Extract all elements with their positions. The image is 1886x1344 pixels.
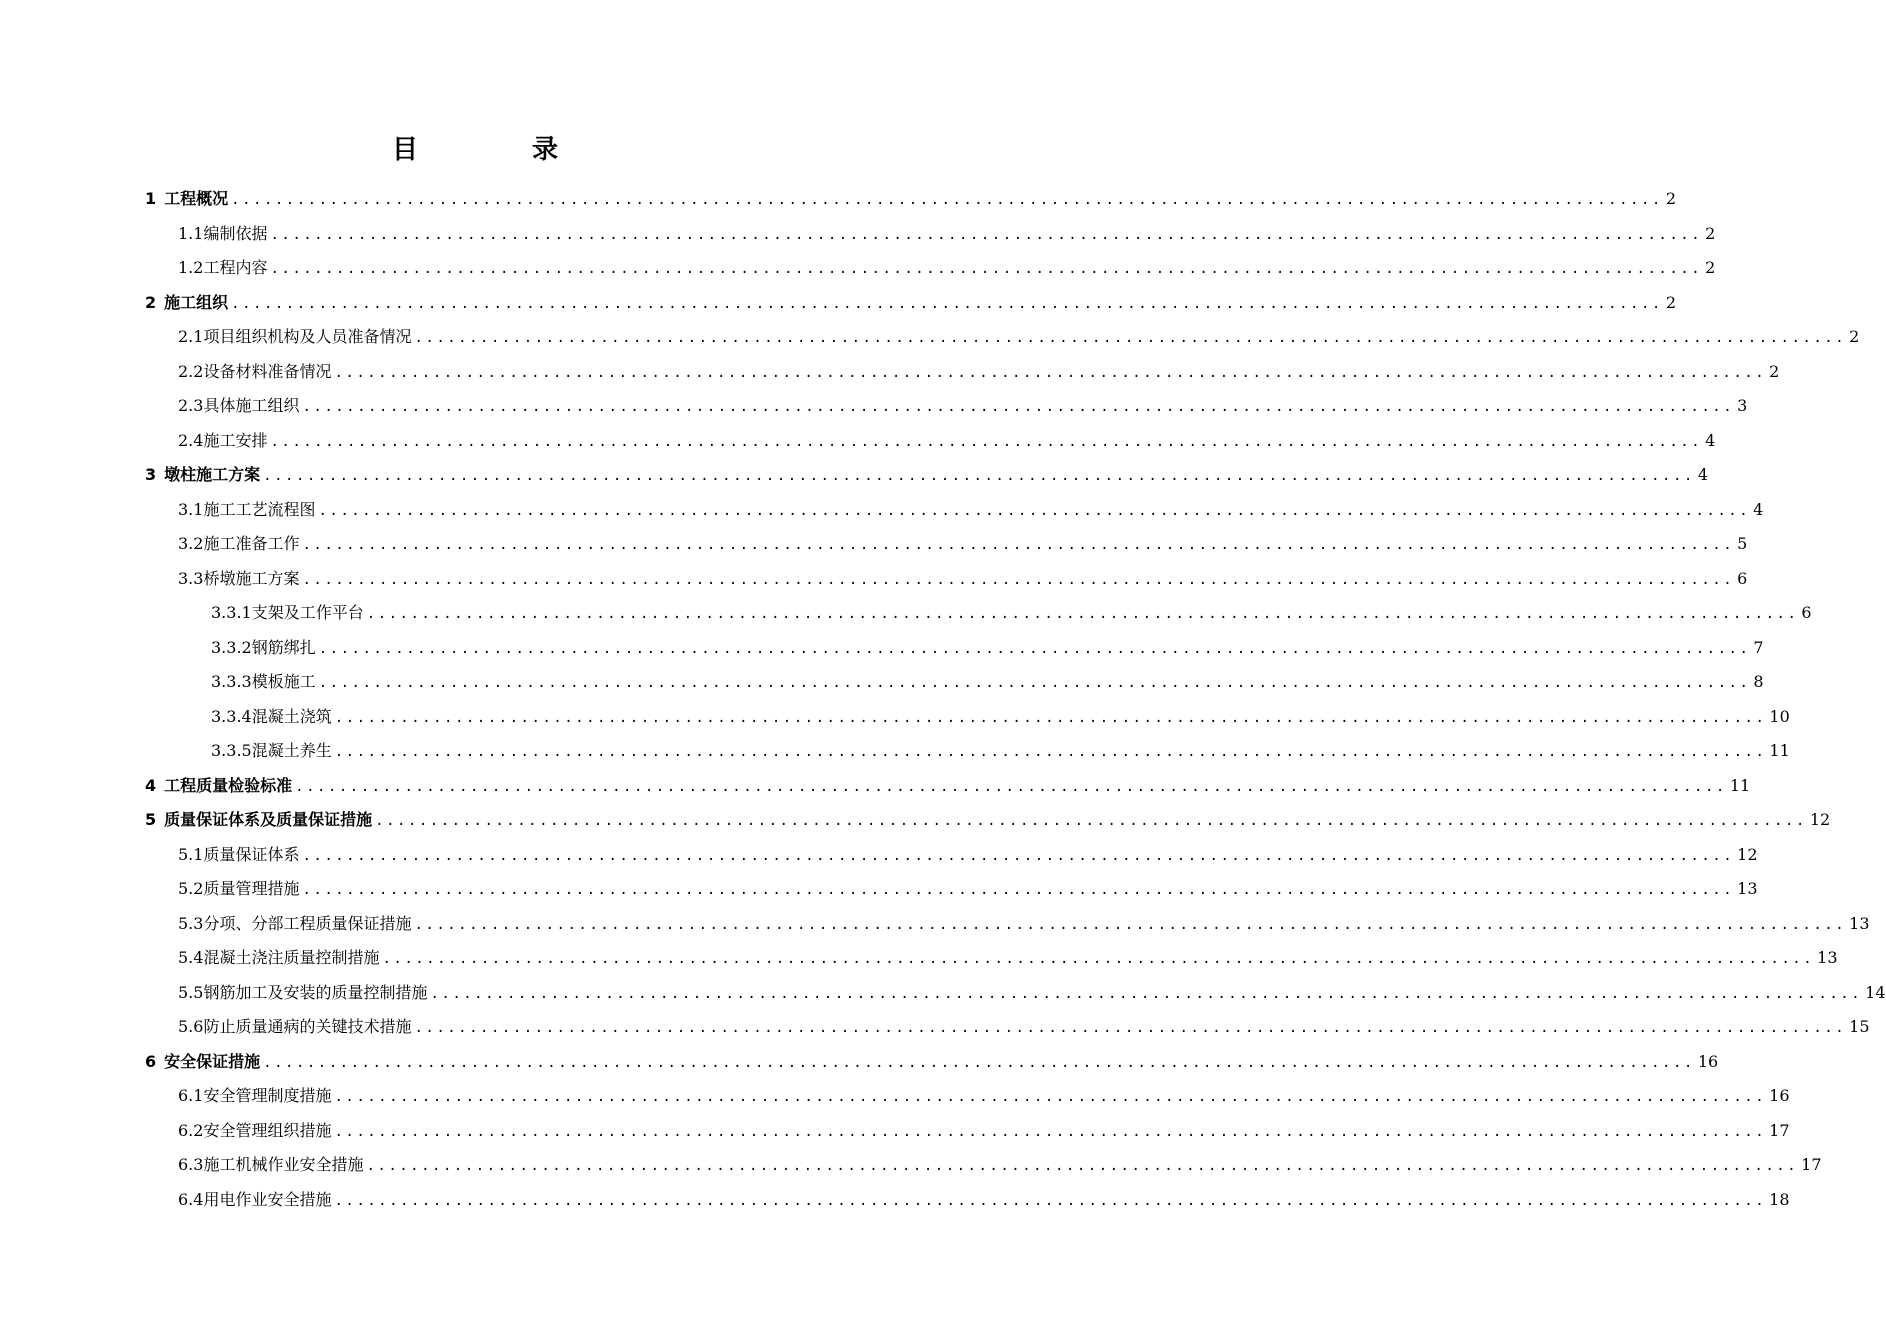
toc-entry[interactable] (211, 633, 1764, 663)
toc-entry-title: 用电作业安全措施 (203, 1189, 332, 1209)
toc-entry[interactable] (178, 1081, 1790, 1111)
toc-entry-number: 5.4 (178, 948, 204, 967)
toc-entry-page: 12 (1809, 810, 1831, 829)
toc-dot-leader: ................................................................................................................................... (302, 399, 1735, 415)
toc-entry-number: 3.3.2 (211, 637, 252, 657)
toc-entry-number: 6.4 (178, 1189, 204, 1209)
toc-entry-page: 16 (1697, 1051, 1719, 1071)
toc-entry-title: 安全管理组织措施 (203, 1120, 332, 1140)
toc-entry-title: 分项、分部工程质量保证措施 (203, 913, 412, 933)
toc-entry[interactable] (178, 874, 1758, 904)
toc-entry-title: 质量管理措施 (203, 879, 300, 898)
toc-dot-leader: ................................................................................................................................... (414, 916, 1847, 933)
toc-entry[interactable] (178, 426, 1716, 456)
toc-entry-title: 施工安排 (203, 430, 268, 450)
toc-entry-page: 2 (1705, 223, 1716, 243)
toc-dot-leader: ................................................................................................................................... (334, 709, 1767, 726)
toc-entry[interactable] (145, 288, 1677, 318)
toc-entry-page: 4 (1705, 430, 1716, 450)
toc-entry-title: 质量保证体系及质量保证措施 (164, 810, 373, 829)
toc-entry-title: 设备材料准备情况 (203, 361, 332, 381)
toc-entry-title: 工程质量检验标准 (164, 775, 293, 795)
toc-dot-leader: ................................................................................................................................... (366, 1158, 1799, 1174)
toc-entry[interactable] (145, 1047, 1719, 1077)
toc-entry-page: 8 (1753, 672, 1764, 691)
toc-entry-title: 编制依据 (203, 223, 268, 243)
toc-entry-number: 3.3.4 (211, 706, 252, 726)
toc-entry-number: 5 (145, 810, 157, 829)
toc-entry-number: 4 (145, 775, 157, 795)
toc-entry-page: 18 (1769, 1189, 1790, 1209)
toc-dot-leader: ................................................................................................................................... (231, 295, 1663, 312)
toc-dot-leader: ................................................................................................................................... (375, 813, 1807, 829)
toc-entry-page: 17 (1769, 1120, 1790, 1140)
toc-dot-leader: ................................................................................................................................... (334, 1192, 1767, 1209)
toc-dot-leader: ................................................................................................................................... (270, 226, 1703, 243)
toc-entry-title: 施工准备工作 (203, 534, 300, 553)
toc-dot-leader: ................................................................................................................................... (318, 502, 1751, 519)
toc-entry-number: 1 (145, 189, 157, 208)
toc-entry-page: 4 (1697, 465, 1709, 484)
toc-entry-number: 3.3.5 (211, 741, 252, 760)
toc-dot-leader: ................................................................................................................................... (263, 1054, 1695, 1071)
toc-dot-leader: ................................................................................................................................... (334, 744, 1767, 760)
toc-entry[interactable] (145, 771, 1751, 801)
toc-entry-number: 2.2 (178, 361, 204, 381)
toc-entry-page: 13 (1817, 948, 1838, 967)
toc-entry-number: 1.1 (178, 223, 204, 243)
toc-entry-title: 质量保证体系 (203, 844, 300, 864)
toc-entry-page: 12 (1737, 844, 1758, 864)
toc-entry-page: 4 (1753, 499, 1764, 519)
toc-entry-number: 3.1 (178, 499, 204, 519)
toc-entry-page: 6 (1801, 603, 1812, 622)
toc-entry[interactable] (178, 357, 1780, 387)
toc-entry-number: 3.2 (178, 534, 204, 553)
toc-entry-number: 1.2 (178, 258, 204, 277)
toc-entry[interactable] (178, 564, 1748, 594)
toc-entry-number: 2.3 (178, 396, 204, 415)
toc-dot-leader: ................................................................................................................................... (302, 537, 1735, 553)
toc-entry[interactable] (178, 253, 1716, 283)
toc-entry-title: 安全保证措施 (164, 1051, 261, 1071)
toc-dot-leader: ................................................................................................................................... (302, 847, 1735, 864)
toc-dot-leader: ................................................................................................................................... (414, 1020, 1847, 1036)
toc-entry-title: 钢筋加工及安装的质量控制措施 (203, 982, 428, 1002)
toc-entry[interactable] (211, 736, 1790, 766)
toc-entry-number: 3.3.1 (211, 603, 252, 622)
toc-entry[interactable] (145, 184, 1677, 214)
toc-dot-leader: ................................................................................................................................... (366, 606, 1799, 622)
toc-dot-leader: ................................................................................................................................... (270, 261, 1703, 277)
toc-entry-page: 2 (1665, 292, 1677, 312)
toc-entry[interactable] (178, 219, 1716, 249)
toc-entry-title: 墩柱施工方案 (164, 465, 261, 484)
toc-entry-page: 2 (1665, 189, 1677, 208)
toc-entry-title: 施工工艺流程图 (203, 499, 316, 519)
toc-entry[interactable] (178, 909, 1870, 939)
toc-entry[interactable] (178, 943, 1838, 973)
toc-entry-page: 6 (1737, 568, 1748, 588)
toc-entry[interactable] (145, 460, 1709, 490)
toc-entry-title: 工程内容 (203, 258, 268, 277)
toc-entry-title: 支架及工作平台 (251, 603, 364, 622)
toc-entry-page: 5 (1737, 534, 1748, 553)
toc-entry-page: 11 (1729, 775, 1751, 795)
toc-dot-leader: ................................................................................................................................... (318, 640, 1751, 657)
toc-entry[interactable] (178, 1150, 1822, 1180)
toc-entry-title: 工程概况 (164, 189, 229, 208)
toc-entry-number: 2.1 (178, 327, 204, 346)
toc-entry[interactable] (178, 1185, 1790, 1215)
toc-entry-page: 2 (1849, 327, 1860, 346)
toc-entry-page: 11 (1769, 741, 1790, 760)
toc-entry-title: 混凝土浇注质量控制措施 (203, 948, 380, 967)
toc-entry-title: 桥墩施工方案 (203, 568, 300, 588)
toc-entry-page: 2 (1705, 258, 1716, 277)
toc-entry-number: 2 (145, 292, 157, 312)
toc-dot-leader: ................................................................................................................................... (295, 778, 1727, 795)
toc-dot-leader: ................................................................................................................................... (382, 951, 1815, 967)
toc-dot-leader: ................................................................................................................................... (334, 1123, 1767, 1140)
toc-entry-title: 施工机械作业安全措施 (203, 1155, 364, 1174)
toc-entry-title: 具体施工组织 (203, 396, 300, 415)
toc-entry-page: 14 (1865, 982, 1886, 1002)
toc-entry[interactable] (145, 805, 1831, 835)
toc-entry-title: 钢筋绑扎 (251, 637, 316, 657)
toc-entry[interactable] (178, 322, 1860, 352)
toc-dot-leader: ................................................................................................................................... (231, 192, 1663, 208)
toc-entry[interactable] (211, 667, 1764, 697)
toc-dot-leader: ................................................................................................................................... (414, 330, 1847, 346)
toc-entry-title: 安全管理制度措施 (203, 1086, 332, 1105)
toc-dot-leader: ................................................................................................................................... (302, 882, 1735, 898)
toc-entry-number: 5.6 (178, 1017, 204, 1036)
toc-entry[interactable] (211, 702, 1790, 732)
toc-entry[interactable] (178, 1012, 1870, 1042)
toc-dot-leader: ................................................................................................................................... (430, 985, 1863, 1002)
toc-entry[interactable] (178, 978, 1886, 1008)
toc-entry-title: 防止质量通病的关键技术措施 (203, 1017, 412, 1036)
toc-entry[interactable] (211, 598, 1812, 628)
toc-entry-page: 2 (1769, 361, 1780, 381)
toc-entry-number: 3.3.3 (211, 672, 252, 691)
toc-entry-number: 5.2 (178, 879, 204, 898)
toc-dot-leader: ................................................................................................................................... (302, 571, 1735, 588)
toc-entry[interactable] (178, 1116, 1790, 1146)
toc-entry-title: 模板施工 (251, 672, 316, 691)
toc-entry[interactable] (178, 495, 1764, 525)
toc-entry-page: 10 (1769, 706, 1790, 726)
toc-title: 目 录 (391, 135, 602, 165)
toc-entry-number: 5.1 (178, 844, 204, 864)
toc-entry-number: 5.5 (178, 982, 204, 1002)
toc-entry-number: 6.3 (178, 1155, 204, 1174)
toc-dot-leader: ................................................................................................................................... (334, 1089, 1767, 1105)
toc-dot-leader: ................................................................................................................................... (270, 433, 1703, 450)
toc-entry-title: 项目组织机构及人员准备情况 (203, 327, 412, 346)
toc-entry-number: 6.1 (178, 1086, 204, 1105)
toc-entry-title: 施工组织 (164, 292, 229, 312)
toc-entry-number: 6.2 (178, 1120, 204, 1140)
toc-entry-number: 3.3 (178, 568, 204, 588)
toc-dot-leader: ................................................................................................................................... (334, 364, 1767, 381)
toc-entry-number: 5.3 (178, 913, 204, 933)
toc-dot-leader: ................................................................................................................................... (318, 675, 1751, 691)
toc-entry-page: 17 (1801, 1155, 1822, 1174)
toc-entry-number: 6 (145, 1051, 157, 1071)
toc-entry-page: 13 (1737, 879, 1758, 898)
toc-entry-page: 3 (1737, 396, 1748, 415)
toc-entry[interactable] (178, 529, 1748, 559)
toc-entry-title: 混凝土浇筑 (251, 706, 332, 726)
toc-entry-page: 7 (1753, 637, 1764, 657)
toc-entry-page: 13 (1849, 913, 1870, 933)
toc-entry-title: 混凝土养生 (251, 741, 332, 760)
toc-entry-number: 2.4 (178, 430, 204, 450)
toc-entry[interactable] (178, 391, 1748, 421)
toc-entry-number: 3 (145, 465, 157, 484)
toc-entry-page: 16 (1769, 1086, 1790, 1105)
toc-dot-leader: ................................................................................................................................... (263, 468, 1695, 484)
toc-entry-page: 15 (1849, 1017, 1870, 1036)
toc-entry[interactable] (178, 840, 1758, 870)
